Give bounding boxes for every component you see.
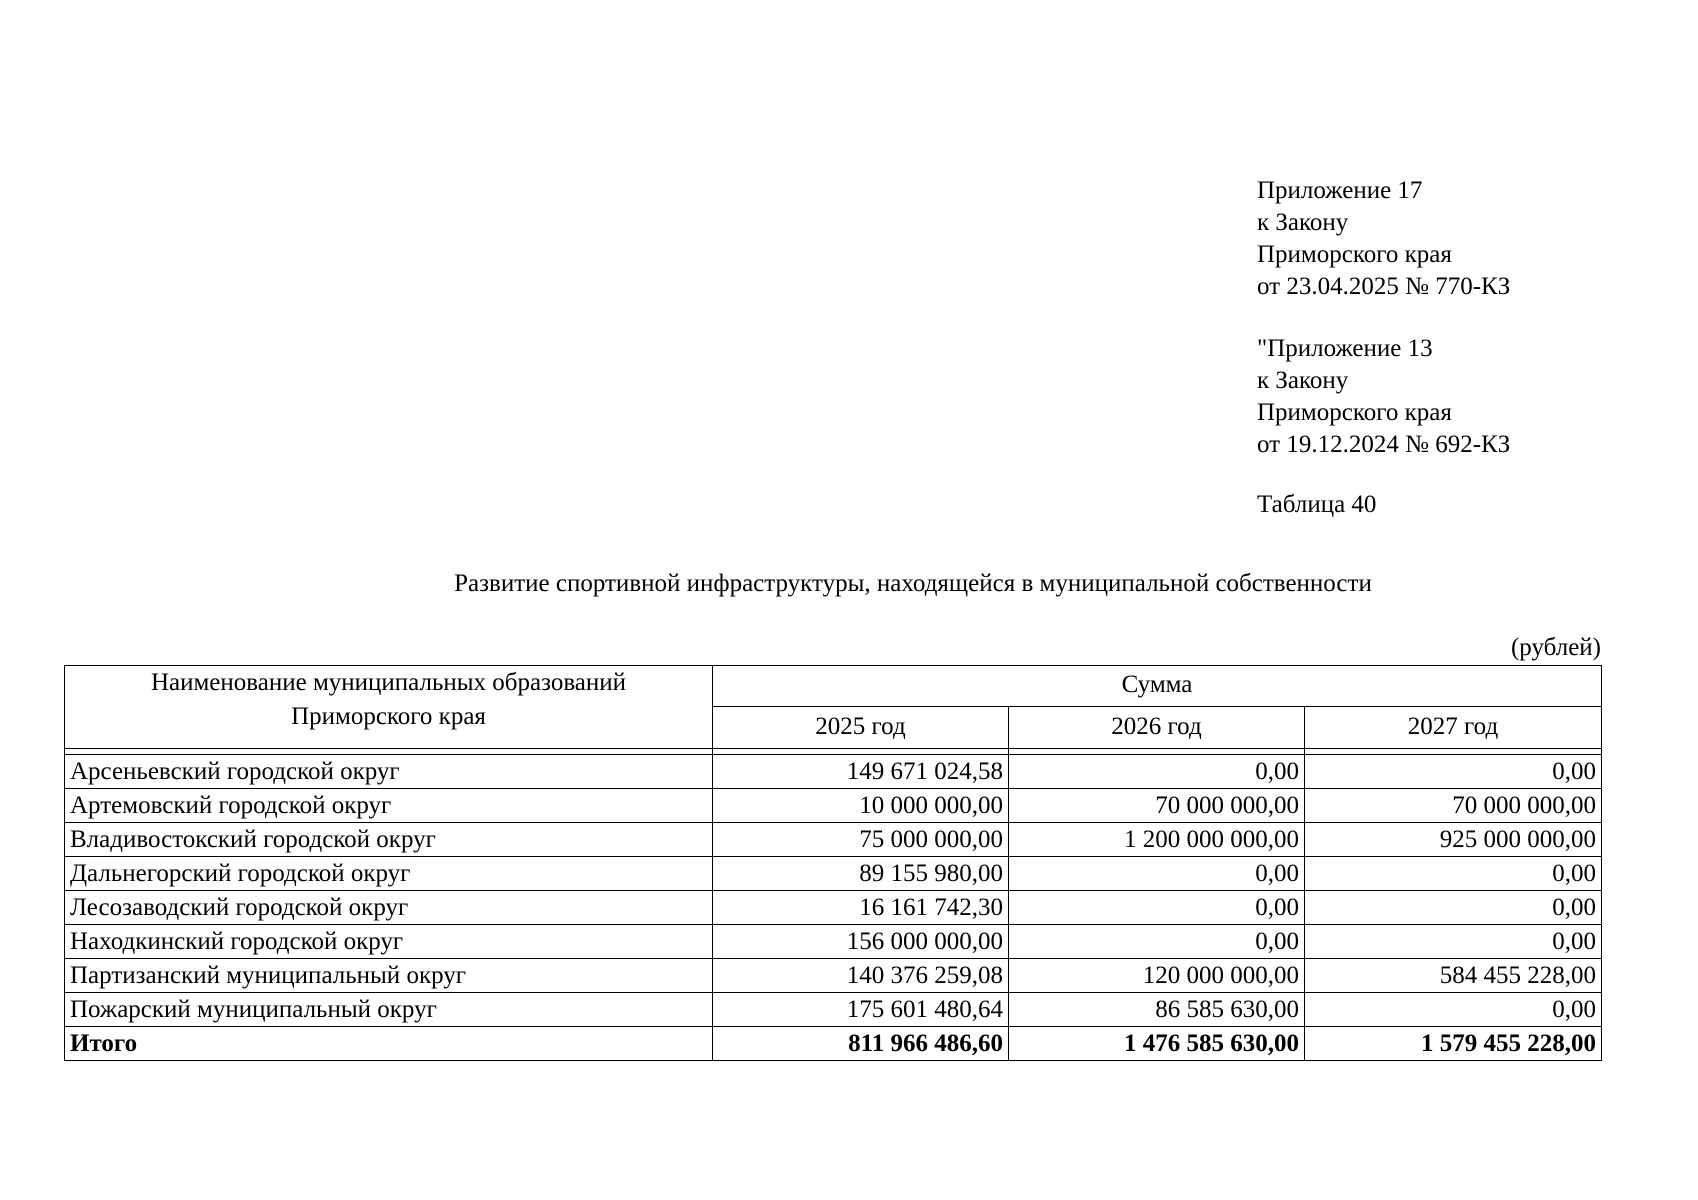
- table-number: Таблица 40: [1257, 491, 1377, 518]
- amount-2027: 0,00: [1305, 993, 1602, 1027]
- municipality-name: Находкинский городской округ: [65, 925, 713, 959]
- municipality-name: Пожарский муниципальный округ: [65, 993, 713, 1027]
- appendix-old-line-1: "Приложение 13: [1257, 335, 1433, 362]
- table-row: [65, 857, 1602, 891]
- total-2026: 1 476 585 630,00: [1009, 1027, 1305, 1061]
- total-label: Итого: [65, 1027, 713, 1061]
- table-row: [65, 959, 1602, 993]
- municipality-name: Артемовский городской округ: [65, 789, 713, 823]
- amount-2027: 0,00: [1305, 755, 1602, 789]
- amount-2026: 70 000 000,00: [1009, 789, 1305, 823]
- municipality-name: Партизанский муниципальный округ: [65, 959, 713, 993]
- total-2027: 1 579 455 228,00: [1305, 1027, 1602, 1061]
- amount-2025: 75 000 000,00: [713, 823, 1009, 857]
- total-2025: 811 966 486,60: [713, 1027, 1009, 1061]
- appendix-new-line-3: Приморского края: [1257, 241, 1452, 268]
- appendix-old-line-4: от 19.12.2024 № 692-КЗ: [1257, 431, 1511, 458]
- amount-2025: 140 376 259,08: [713, 959, 1009, 993]
- amount-2026: 0,00: [1009, 891, 1305, 925]
- amount-2027: 0,00: [1305, 891, 1602, 925]
- year-header-2027: 2027 год: [1305, 706, 1602, 748]
- amount-2025: 156 000 000,00: [713, 925, 1009, 959]
- amount-2025: 175 601 480,64: [713, 993, 1009, 1027]
- municipality-column-header: Наименование муниципальных образований Приморского края: [65, 666, 713, 749]
- municipality-name: Владивостокский городской округ: [65, 823, 713, 857]
- amount-2026: 0,00: [1009, 755, 1305, 789]
- municipality-name: Лесозаводский городской округ: [65, 891, 713, 925]
- appendix-new-line-4: от 23.04.2025 № 770-КЗ: [1257, 273, 1511, 300]
- amount-2026: 0,00: [1009, 857, 1305, 891]
- table-row: [65, 789, 1602, 823]
- amount-2026: 86 585 630,00: [1009, 993, 1305, 1027]
- municipality-name: Дальнегорский городской округ: [65, 857, 713, 891]
- amount-2025: 16 161 742,30: [713, 891, 1009, 925]
- table-row: [65, 755, 1602, 789]
- year-header-2025: 2025 год: [713, 706, 1009, 748]
- year-header-2026: 2026 год: [1009, 706, 1305, 748]
- sum-column-header: Сумма: [713, 666, 1602, 707]
- total-row: [65, 1027, 1602, 1061]
- appendix-new-line-2: к Закону: [1257, 209, 1349, 236]
- amount-2025: 89 155 980,00: [713, 857, 1009, 891]
- table-row: [65, 925, 1602, 959]
- amount-2026: 0,00: [1009, 925, 1305, 959]
- table-row: [65, 823, 1602, 857]
- amount-2026: 1 200 000 000,00: [1009, 823, 1305, 857]
- appendix-old-line-3: Приморского края: [1257, 399, 1452, 426]
- amount-2027: 584 455 228,00: [1305, 959, 1602, 993]
- amount-2025: 10 000 000,00: [713, 789, 1009, 823]
- appendix-header: [1257, 175, 1510, 521]
- appendix-old-line-2: к Закону: [1257, 367, 1349, 394]
- document-title: Развитие спортивной инфраструктуры, находящейся в муниципальной собственности: [454, 570, 1372, 597]
- unit-label: (рублей): [1510, 634, 1601, 661]
- table-row: [65, 891, 1602, 925]
- amount-2027: 70 000 000,00: [1305, 789, 1602, 823]
- amount-2027: 925 000 000,00: [1305, 823, 1602, 857]
- amount-2025: 149 671 024,58: [713, 755, 1009, 789]
- appendix-new-line-1: Приложение 17: [1257, 177, 1423, 204]
- table-row: [65, 993, 1602, 1027]
- amount-2027: 0,00: [1305, 925, 1602, 959]
- amount-2026: 120 000 000,00: [1009, 959, 1305, 993]
- budget-table: [64, 665, 1602, 1061]
- municipality-name: Арсеньевский городской округ: [65, 755, 713, 789]
- amount-2027: 0,00: [1305, 857, 1602, 891]
